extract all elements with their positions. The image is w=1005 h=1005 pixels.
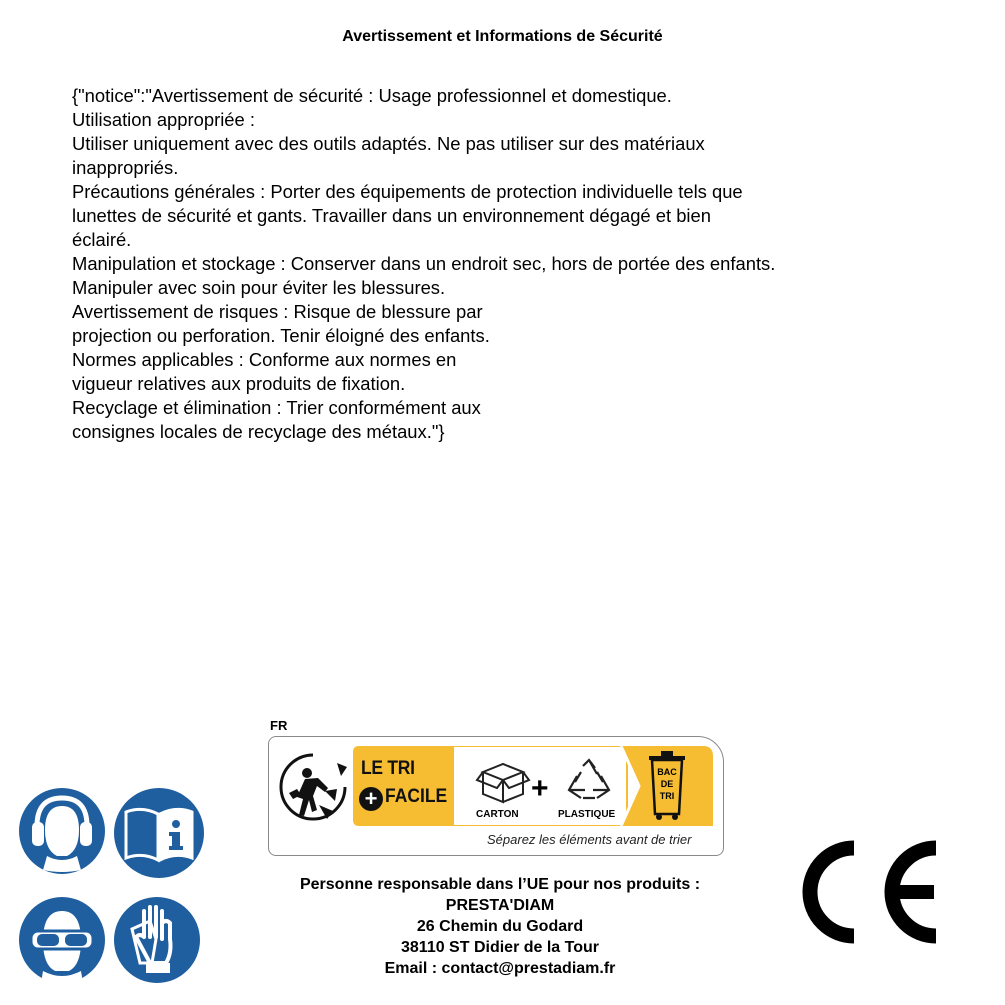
triman-label	[268, 718, 728, 858]
svg-text:TRI: TRI	[659, 791, 675, 801]
triman-icon	[275, 749, 351, 825]
notice-line: Utilisation appropriée :	[72, 109, 255, 130]
ear-protection-icon	[15, 784, 109, 878]
read-manual-icon	[110, 784, 208, 882]
sorting-bin-icon	[647, 750, 687, 822]
notice-line: vigueur relatives aux produits de fixation.	[72, 373, 406, 394]
notice-line: Manipulation et stockage : Conserver dans un endroit sec, hors de portée des enfants.	[72, 253, 776, 274]
label-plastique: PLASTIQUE	[558, 809, 616, 820]
company-name: PRESTA'DIAM	[445, 897, 555, 914]
plus-symbol: +	[531, 772, 549, 805]
notice-line: projection ou perforation. Tenir éloigné des enfants.	[72, 325, 490, 346]
notice-line: Normes applicables : Conforme aux normes en	[72, 349, 457, 370]
svg-text:BAC: BAC	[657, 767, 677, 777]
sorting-instruction: Séparez les éléments avant de trier	[487, 832, 692, 847]
notice-line: {"notice":"Avertissement de sécurité : Usage professionnel et domestique.	[72, 85, 672, 106]
safety-notice	[72, 84, 872, 444]
notice-line: consignes locales de recyclage des métaux."}	[72, 421, 445, 442]
responsible-line: Personne responsable dans l’UE pour nos produits :	[299, 876, 701, 893]
hand-protection-icon	[110, 893, 204, 987]
address-street: 26 Chemin du Godard	[416, 918, 584, 935]
eye-protection-icon	[15, 893, 109, 987]
recycle-icon	[565, 758, 613, 806]
address-city: 38110 ST Didier de la Tour	[401, 939, 599, 956]
notice-line: Utiliser uniquement avec des outils adaptés. Ne pas utiliser sur des matériaux	[72, 133, 705, 154]
plus-circle-icon: +	[359, 787, 383, 811]
svg-text:DE: DE	[660, 779, 674, 789]
info-tri-band	[353, 746, 721, 826]
ce-marking-icon	[796, 840, 942, 944]
notice-line: Recyclage et élimination : Trier conformément aux	[72, 397, 481, 418]
label-carton: CARTON	[476, 809, 519, 820]
notice-line: éclairé.	[72, 229, 132, 250]
notice-line: lunettes de sécurité et gants. Travailler dans un environnement dégagé et bien	[72, 205, 711, 226]
responsible-person	[200, 874, 800, 979]
headline-facile: FACILE	[385, 786, 448, 807]
notice-line: Avertissement de risques : Risque de blessure par	[72, 301, 483, 322]
notice-line: Précautions générales : Porter des équipements de protection individuelle tels que	[72, 181, 743, 202]
triman-box	[268, 736, 724, 856]
headline-le-tri: LE TRI	[361, 758, 415, 779]
page-title: Avertissement et Informations de Sécurité	[342, 28, 663, 45]
country-code: FR	[270, 718, 288, 733]
notice-line: inappropriés.	[72, 157, 179, 178]
notice-line: Manipuler avec soin pour éviter les blessures.	[72, 277, 446, 298]
contact-email: Email : contact@prestadiam.fr	[384, 960, 616, 977]
carton-box-icon	[475, 758, 531, 806]
